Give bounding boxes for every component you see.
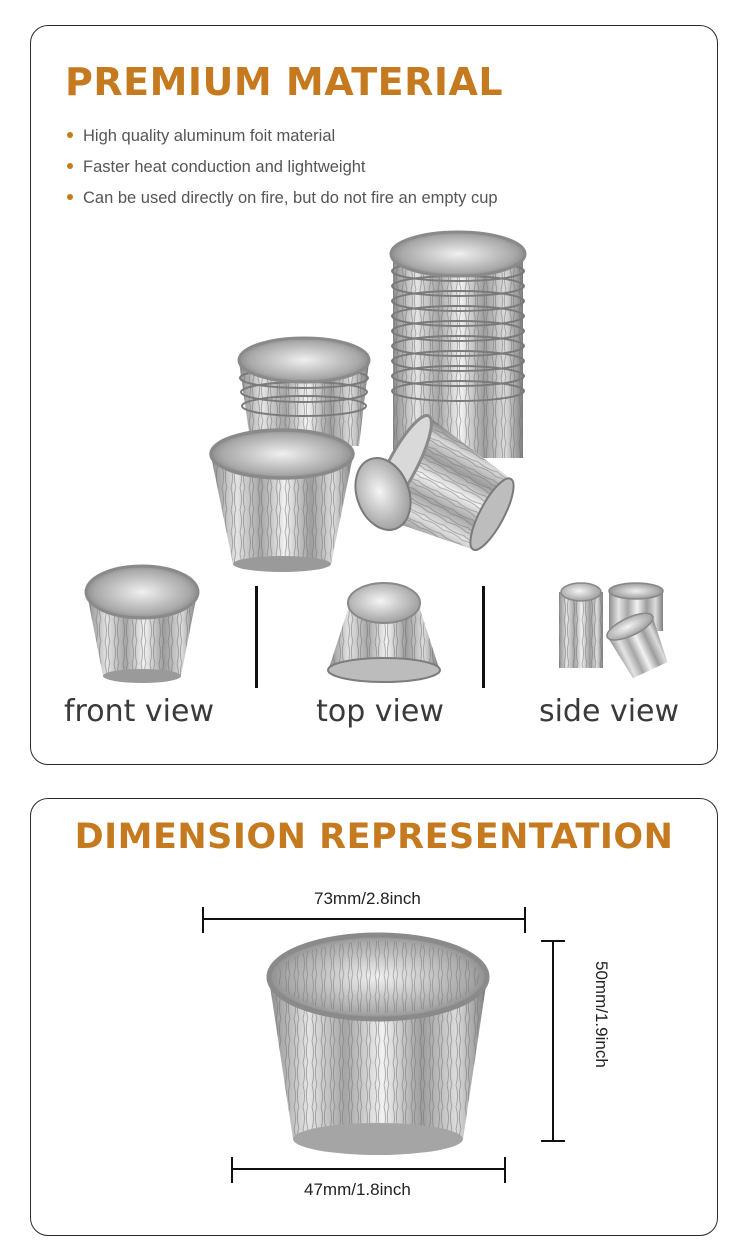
feature-item: Can be used directly on fire, but do not fire an empty cup — [67, 186, 498, 217]
front-view-label: front view — [64, 694, 214, 729]
top-width-line — [203, 907, 525, 933]
view-divider — [482, 586, 485, 688]
tall-cup-stack — [391, 232, 525, 458]
dimension-title: DIMENSION REPRESENTATION — [74, 817, 674, 857]
dimension-cup-image — [269, 935, 487, 1155]
feature-item: High quality aluminum foit material — [67, 124, 498, 155]
premium-material-panel — [30, 25, 718, 765]
feature-item: Faster heat conduction and lightweight — [67, 155, 498, 186]
top-width-label: 73mm/2.8inch — [314, 889, 421, 908]
bottom-width-label: 47mm/1.8inch — [304, 1180, 411, 1199]
top-view-label: top view — [316, 694, 444, 729]
view-divider — [255, 586, 258, 688]
height-line — [541, 941, 565, 1141]
top-view-cup-image — [328, 583, 440, 682]
front-view-cup-image — [86, 566, 198, 683]
height-label: 50mm/1.9inch — [592, 961, 611, 1068]
foil-cups-stack-image — [31, 26, 719, 766]
front-single-cup — [211, 430, 353, 572]
side-view-cups-image — [559, 583, 673, 681]
dimension-panel — [30, 798, 718, 1236]
dimension-diagram — [31, 799, 719, 1237]
premium-material-title: PREMIUM MATERIAL — [65, 60, 504, 104]
side-view-label: side view — [538, 694, 680, 729]
